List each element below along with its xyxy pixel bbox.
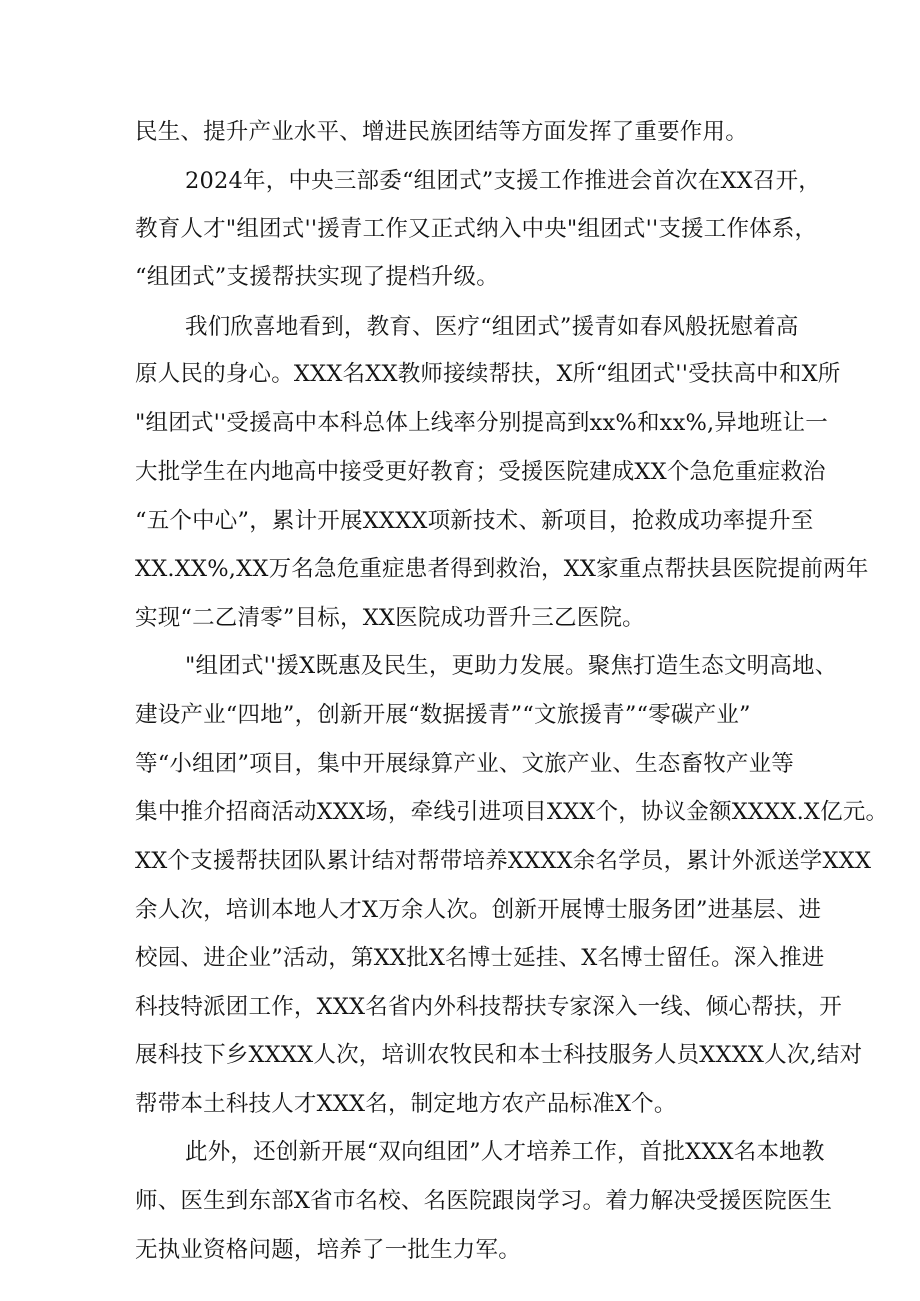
text-line: 展科技下乡XXXX人次，培训农牧民和本士科技服务人员XXXX人次,结对 [135, 1042, 863, 1068]
text-line: 帮带本土科技人才XXX名，制定地方农产品标准X个。 [135, 1091, 677, 1117]
text-line: 师、医生到东部X省市名校、名医院跟岗学习。着力解决受援医院医生 [135, 1188, 833, 1214]
text-line: “组团式”支援帮扶实现了提档升级。 [135, 264, 499, 290]
text-line: 原人民的身心。XXX名XX教师接续帮扶，X所“组团式''受扶高中和X所 [135, 361, 841, 387]
text-line: 校园、进企业”活动，第XX批X名博士延挂、X名博士留任。深入推进 [135, 945, 825, 971]
text-line: "组团式''援X既惠及民生，更助力发展。聚焦打造生态文明高地、 [185, 653, 838, 679]
text-line: 民生、提升产业水平、增进民族团结等方面发挥了重要作用。 [135, 119, 748, 145]
text-line: 实现“二乙清零”目标，XX医院成功晋升三乙医院。 [135, 605, 645, 631]
text-line: 等“小组团”项目，集中开展绿算产业、文旅产业、生态畜牧产业等 [135, 751, 795, 777]
text-line: 大批学生在内地高中接受更好教育；受援医院建成XX个急危重症救治 [135, 459, 826, 485]
text-line: 科技特派团工作，XXX名省内外科技帮扶专家深入一线、倾心帮扶，开 [135, 994, 842, 1020]
text-line: XX.XX%,XX万名急危重症患者得到救治，XX家重点帮扶县医院提前两年 [135, 556, 869, 582]
text-line: 教育人才"组团式''援青工作又正式纳入中央"组团式''支援工作体系， [135, 216, 818, 242]
text-line: "组团式''受援高中本科总体上线率分别提高到xx%和xx%,异地班让一 [135, 410, 828, 436]
text-line: 建设产业“四地”，创新开展“数据援青”“文旅援青”“零碳产业” [135, 702, 751, 728]
text-line: XX个支援帮扶团队累计结对帮带培养XXXX余名学员，累计外派送学XXX [135, 848, 872, 874]
text-line: 余人次，培训本地人才X万余人次。创新开展博士服务团”进基层、进 [135, 897, 822, 923]
text-line: 集中推介招商活动XXX场，牵线引进项目XXX个，协议金额XXXX.X亿元。 [135, 799, 889, 825]
text-line: 无执业资格问题，培养了一批生力军。 [135, 1237, 521, 1263]
text-line: 此外，还创新开展“双向组团”人才培养工作，首批XXX名本地教 [185, 1139, 825, 1165]
text-line: “五个中心”，累计开展XXXX项新技术、新项目，抢救成功率提升至 [135, 508, 814, 534]
text-line: 我们欣喜地看到，教育、医疗“组团式”援青如春风般抚慰着高 [185, 314, 799, 340]
text-line: 2024年，中央三部委“组团式”支援工作推进会首次在XX召开， [185, 168, 822, 194]
